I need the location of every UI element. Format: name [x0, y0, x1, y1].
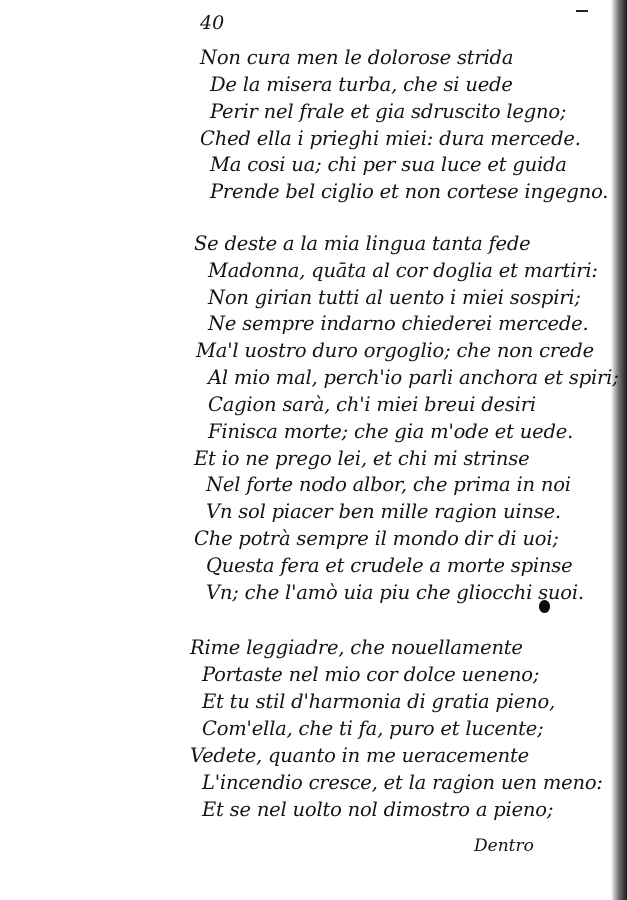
poem-line: Al mio mal, perch'io parli anchora et spiri; — [208, 366, 619, 389]
poem-line: Prende bel ciglio et non cortese ingegno. — [210, 180, 609, 203]
poem-line: Et tu stil d'harmonia di gratia pieno, — [202, 690, 555, 713]
poem-line: Et se nel uolto nol dimostro a pieno; — [202, 798, 554, 821]
poem-line: L'incendio cresce, et la ragion uen meno: — [202, 771, 603, 794]
poem-line: Ched ella i prieghi miei: dura mercede. — [200, 127, 581, 150]
poem-line: Et io ne prego lei, et chi mi strinse — [194, 447, 530, 470]
poem-line: Che potrà sempre il mondo dir di uoi; — [194, 527, 559, 550]
poem-line: Portaste nel mio cor dolce ueneno; — [202, 663, 540, 686]
page-number: 40 — [200, 12, 225, 34]
poem-line: Vn; che l'amò uia piu che gliocchi suoi. — [206, 581, 584, 604]
page-gutter-shadow — [611, 0, 627, 900]
catchword: Dentro — [474, 836, 534, 856]
poem-line: Ma'l uostro duro orgoglio; che non crede — [196, 339, 594, 362]
poem-line: Questa fera et crudele a morte spinse — [206, 554, 573, 577]
poem-line: Non girian tutti al uento i miei sospiri; — [208, 286, 581, 309]
poem-line: Non cura men le dolorose strida — [200, 46, 514, 69]
poem-line: Finisca morte; che gia m'ode et uede. — [208, 420, 574, 443]
poem-line: Rime leggiadre, che nouellamente — [190, 636, 523, 659]
poem-line: Madonna, quāta al cor doglia et martiri: — [208, 259, 598, 282]
ink-mark — [576, 10, 588, 12]
poem-line: De la misera turba, che si uede — [210, 73, 513, 96]
poem-line: Com'ella, che ti fa, puro et lucente; — [202, 717, 544, 740]
poem-line: Ne sempre indarno chiederei mercede. — [208, 312, 589, 335]
poem-line: Se deste a la mia lingua tanta fede — [194, 232, 531, 255]
poem-line: Ma cosi ua; chi per sua luce et guida — [210, 153, 567, 176]
poem-line: Perir nel frale et gia sdruscito legno; — [210, 100, 567, 123]
poem-line: Vedete, quanto in me ueracemente — [190, 744, 529, 767]
poem-line: Nel forte nodo albor, che prima in noi — [206, 473, 571, 496]
poem-line: Vn sol piacer ben mille ragion uinse. — [206, 500, 561, 523]
poem-line: Cagion sarà, ch'i miei breui desiri — [208, 393, 536, 416]
